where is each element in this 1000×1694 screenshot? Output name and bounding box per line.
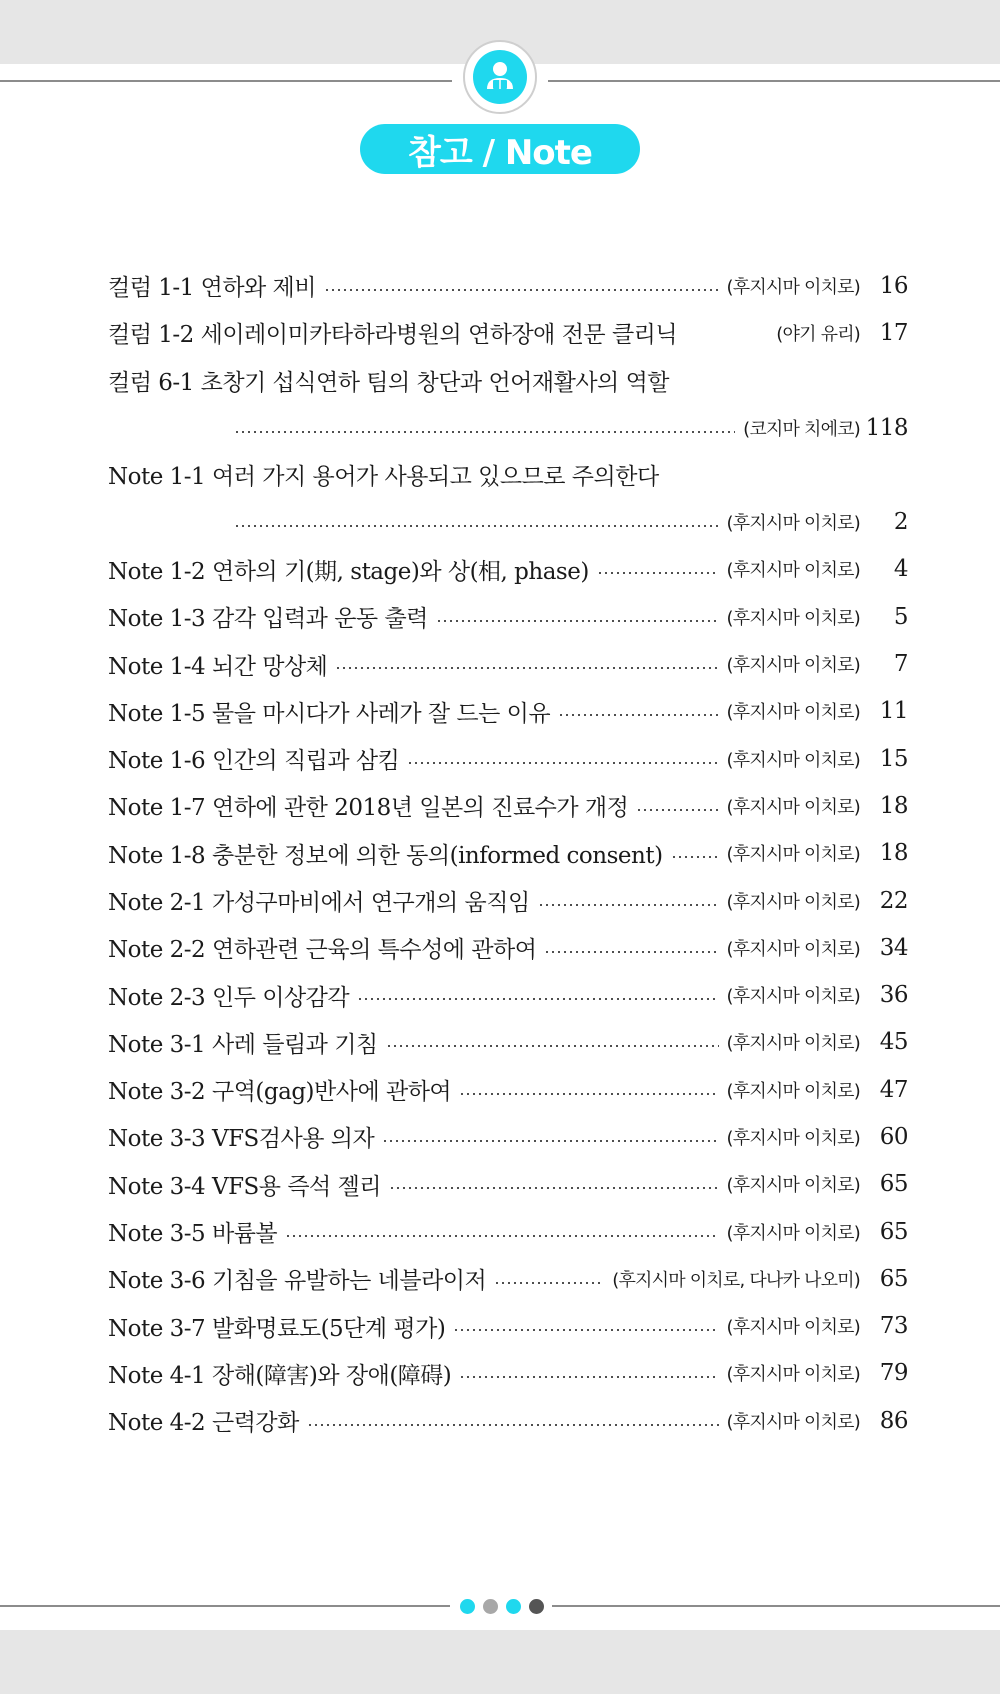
entry-label: Note 1-3 감각 입력과 운동 출력 [108,606,428,633]
entry-label: Note 2-2 연하관련 근육의 특수성에 관하여 [108,937,537,964]
entry-author: (후지시마 이치로) [726,749,860,771]
dot-leader [324,289,719,291]
toc-entry[interactable] [108,262,908,309]
dot-leader [671,856,719,858]
entry-page: 22 [879,887,908,914]
bottom-band [0,1630,1000,1694]
entry-author: (야기 유리) [776,323,860,345]
dot-leader [357,998,718,1000]
entry-page: 18 [879,840,908,867]
dot-leader [453,1329,718,1331]
top-rule-left [0,80,452,82]
entry-page: 79 [879,1360,908,1387]
toc-list [108,262,908,1444]
dot-leader [307,1424,719,1426]
entry-page: 47 [879,1076,908,1103]
top-rule-right [548,80,1000,82]
toc-entry[interactable] [108,1255,908,1302]
toc-entry[interactable] [108,924,908,971]
entry-label: Note 1-1 여러 가지 용어가 사용되고 있으므로 주의한다 [108,464,659,491]
toc-entry[interactable] [108,735,908,782]
entry-label: Note 3-7 발화명료도(5단계 평가) [108,1315,446,1342]
toc-entry[interactable] [108,546,908,593]
entry-label: Note 3-5 바륨볼 [108,1221,278,1248]
entry-page: 2 [893,509,908,536]
dot-leader [494,1282,604,1284]
entry-label: 컬럼 1-1 연하와 제비 [108,275,316,302]
entry-page: 7 [893,651,908,678]
dot-leader [389,1187,718,1189]
entry-label: Note 1-4 뇌간 망상체 [108,653,328,680]
entry-page: 36 [879,982,908,1009]
entry-label: Note 3-3 VFS검사용 의자 [108,1126,375,1153]
dot-leader [436,620,719,622]
dot-leader [382,1140,718,1142]
entry-page: 86 [879,1407,908,1434]
entry-label: Note 1-6 인간의 직립과 삼킴 [108,748,400,775]
dot-leader [386,1045,719,1047]
entry-page: 17 [879,319,908,346]
entry-author: (후지시마 이치로) [726,276,860,298]
toc-entry[interactable] [108,1019,908,1066]
entry-author: (후지시마 이치로) [726,1364,860,1386]
entry-author: (후지시마 이치로) [726,655,860,677]
toc-entry[interactable] [108,1397,908,1444]
entry-author: (후지시마 이치로) [726,607,860,629]
page-indicator [460,1597,544,1615]
toc-entry-continued[interactable] [108,404,908,451]
bottom-rule-right [552,1605,1000,1607]
dot-leader [234,525,719,527]
dot-leader [459,1376,718,1378]
entry-author: (후지시마 이치로, 다나카 나오미) [612,1269,860,1291]
dot-leader [234,431,735,433]
entry-page: 118 [865,414,908,441]
toc-entry[interactable] [108,830,908,877]
entry-page: 34 [879,934,908,961]
entry-label: Note 1-5 물을 마시다가 사레가 잘 드는 이유 [108,700,551,727]
entry-label: Note 4-2 근력강화 [108,1410,299,1437]
entry-author: (후지시마 이치로) [726,986,860,1008]
entry-page: 65 [879,1218,908,1245]
entry-page: 73 [879,1313,908,1340]
entry-page: 5 [893,603,908,630]
entry-author: (후지시마 이치로) [726,560,860,582]
toc-entry[interactable] [108,1350,908,1397]
dot-leader [597,572,719,574]
entry-page: 65 [879,1265,908,1292]
toc-entry[interactable] [108,357,908,404]
entry-author: (후지시마 이치로) [726,796,860,818]
dot-leader [636,809,718,811]
entry-page: 15 [879,745,908,772]
entry-author: (후지시마 이치로) [726,1317,860,1339]
entry-label: Note 1-8 충분한 정보에 의한 동의(informed consent) [108,842,663,869]
dot-leader [685,336,768,338]
toc-entry[interactable] [108,1113,908,1160]
toc-entry[interactable] [108,1303,908,1350]
entry-page: 18 [879,792,908,819]
dot-leader [407,762,718,764]
entry-page: 11 [879,698,908,725]
dot-leader [538,904,719,906]
entry-label: Note 1-7 연하에 관한 2018년 일본의 진료수가 개정 [108,795,629,822]
entry-label: Note 2-3 인두 이상감각 [108,984,350,1011]
entry-label: 컬럼 1-2 세이레이미카타하라병원의 연하장애 전문 클리닉 [108,322,678,349]
toc-entry[interactable] [108,1066,908,1113]
entry-label: 컬럼 6-1 초창기 섭식연하 팀의 창단과 언어재활사의 역할 [108,369,670,396]
entry-page: 60 [879,1123,908,1150]
entry-page: 4 [893,556,908,583]
entry-author: (후지시마 이치로) [726,1175,860,1197]
entry-label: Note 3-1 사레 들림과 기침 [108,1031,378,1058]
entry-label: Note 1-2 연하의 기(期, stage)와 상(相, phase) [108,558,589,585]
toc-entry[interactable] [108,1161,908,1208]
toc-entry[interactable] [108,782,908,829]
entry-label: Note 4-1 장해(障害)와 장애(障碍) [108,1362,452,1389]
entry-page: 45 [879,1029,908,1056]
page-dot [483,1599,498,1614]
dot-leader [558,714,718,716]
page-dot [460,1599,475,1614]
entry-author: (후지시마 이치로) [726,1033,860,1055]
toc-entry[interactable] [108,877,908,924]
entry-author: (후지시마 이치로) [726,702,860,724]
entry-author: (코지마 치에코) [743,418,860,440]
toc-entry[interactable] [108,451,908,498]
toc-entry[interactable] [108,593,908,640]
dot-leader [544,951,718,953]
toc-entry[interactable] [108,309,908,356]
entry-author: (후지시마 이치로) [726,938,860,960]
entry-page: 16 [879,272,908,299]
entry-label: Note 3-4 VFS용 즉석 젤리 [108,1173,382,1200]
entry-label: Note 2-1 가성구마비에서 연구개의 움직임 [108,890,530,916]
dot-leader [285,1235,718,1237]
entry-label: Note 3-2 구역(gag)반사에 관하여 [108,1079,452,1106]
dot-leader [335,667,718,669]
entry-author: (후지시마 이치로) [726,891,860,913]
entry-author: (후지시마 이치로) [726,844,860,866]
entry-author: (후지시마 이치로) [726,1222,860,1244]
entry-author: (후지시마 이치로) [726,513,860,535]
toc-entry[interactable] [108,640,908,687]
page-dot [529,1599,544,1614]
bottom-rule-left [0,1605,450,1607]
page-dot [506,1599,521,1614]
toc-entry[interactable] [108,688,908,735]
entry-author: (후지시마 이치로) [726,1127,860,1149]
entry-author: (후지시마 이치로) [726,1411,860,1433]
toc-entry[interactable] [108,1208,908,1255]
entry-page: 65 [879,1171,908,1198]
entry-label: Note 3-6 기침을 유발하는 네블라이저 [108,1268,487,1295]
toc-entry-continued[interactable] [108,498,908,545]
entry-author: (후지시마 이치로) [726,1080,860,1102]
page-title: 참고 / Note [360,124,640,174]
dot-leader [459,1093,718,1095]
header-emblem [463,40,537,114]
reader-icon [473,50,527,104]
toc-entry[interactable] [108,971,908,1018]
